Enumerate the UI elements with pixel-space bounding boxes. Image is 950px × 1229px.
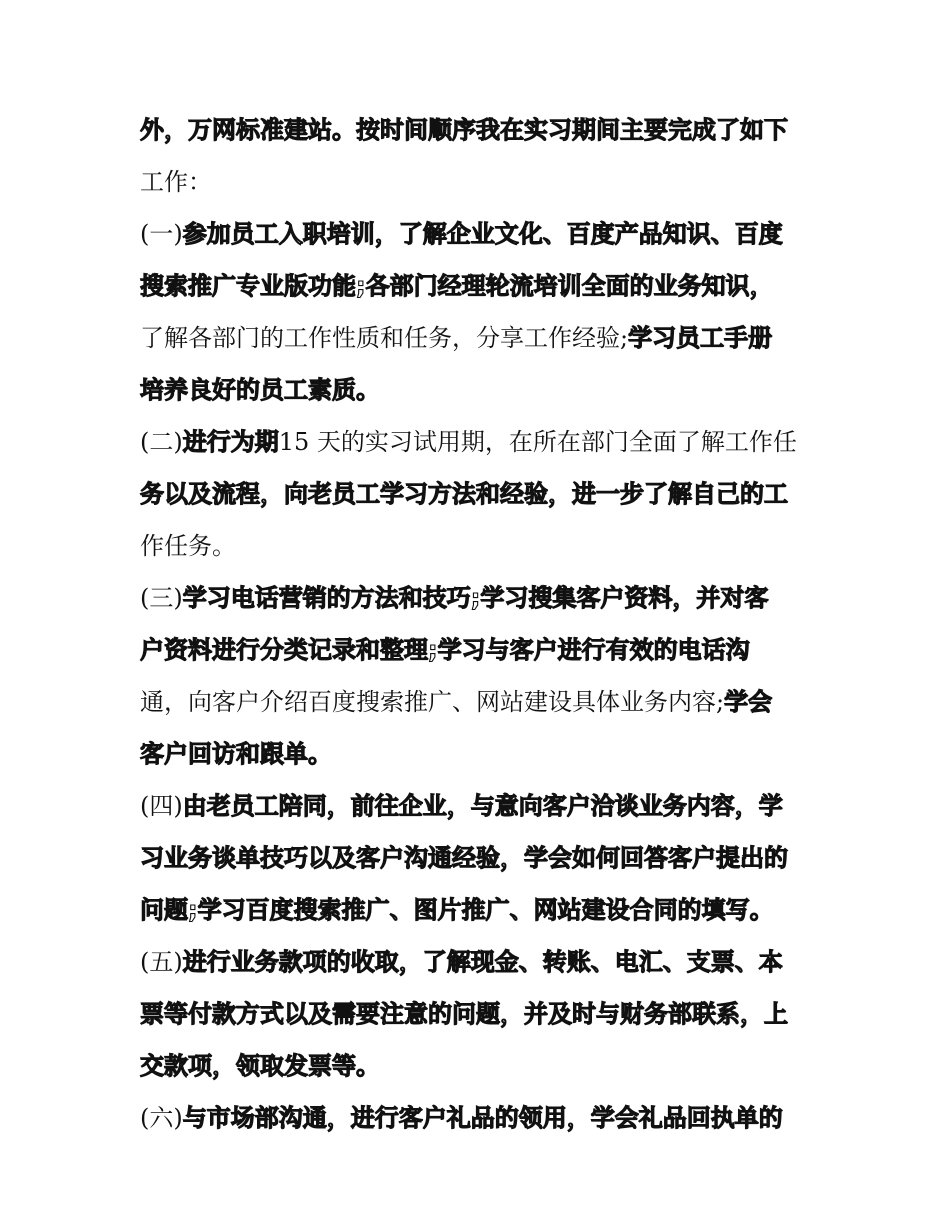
text-segment: 交款项，领取发票等。 bbox=[140, 1052, 380, 1080]
text-segment: 票等付款方式以及需要注意的问题，并及时与财务部联系，上 bbox=[140, 1000, 788, 1028]
text-line bbox=[140, 1092, 820, 1144]
text-segment: 参加员工入职培训，了解企业文化、百度产品知识、百度 bbox=[182, 220, 783, 248]
text-line bbox=[140, 936, 820, 988]
text-line bbox=[140, 624, 820, 676]
text-segment: (一) bbox=[140, 220, 183, 248]
text-segment: 15 天的实习试用期，在所在部门全面了解工作任 bbox=[278, 428, 797, 456]
text-segment: 学会 bbox=[724, 688, 773, 716]
text-segment: 进行为期 bbox=[182, 428, 279, 456]
text-line bbox=[140, 988, 820, 1040]
text-segment: 作任务。 bbox=[140, 532, 236, 560]
text-line bbox=[140, 884, 820, 936]
text-segment: (六) bbox=[140, 1104, 183, 1132]
text-segment: 习业务谈单技巧以及客户沟通经验，学会如何回答客户提出的 bbox=[140, 844, 788, 872]
document-body bbox=[140, 104, 820, 1144]
text-segment: 工作： bbox=[140, 168, 212, 196]
text-line bbox=[140, 156, 820, 208]
text-line bbox=[140, 312, 820, 364]
text-line bbox=[140, 520, 820, 572]
text-segment: (四) bbox=[140, 792, 183, 820]
text-line bbox=[140, 364, 820, 416]
text-segment: 客户回访和跟单。 bbox=[140, 740, 332, 768]
text-line bbox=[140, 676, 820, 728]
text-line bbox=[140, 728, 820, 780]
text-segment: 户资料进行分类记录和整理;学习与客户进行有效的电话沟 bbox=[140, 636, 750, 664]
text-line bbox=[140, 104, 820, 156]
text-segment: 由老员工陪同，前往企业，与意向客户洽谈业务内容，学 bbox=[182, 792, 783, 820]
text-line bbox=[140, 208, 820, 260]
text-segment: 进行业务款项的收取，了解现金、转账、电汇、支票、本 bbox=[182, 948, 783, 976]
text-line bbox=[140, 416, 820, 468]
text-line bbox=[140, 572, 820, 624]
text-segment: 搜索推广专业版功能;各部门经理轮流培训全面的业务知识， bbox=[140, 272, 774, 300]
text-line bbox=[140, 1040, 820, 1092]
text-segment: 务以及流程，向老员工学习方法和经验，进一步了解自己的工 bbox=[140, 480, 788, 508]
text-line bbox=[140, 260, 820, 312]
text-segment: 了解各部门的工作性质和任务，分享工作经验; bbox=[140, 324, 629, 352]
text-segment: (二) bbox=[140, 428, 183, 456]
text-line bbox=[140, 468, 820, 520]
text-segment: 与市场部沟通，进行客户礼品的领用，学会礼品回执单的 bbox=[182, 1104, 783, 1132]
text-segment: 问题;学习百度搜索推广、图片推广、网站建设合同的填写。 bbox=[140, 896, 774, 924]
text-segment: (五) bbox=[140, 948, 183, 976]
text-segment: 培养良好的员工素质。 bbox=[140, 376, 380, 404]
text-segment: 学习电话营销的方法和技巧;学习搜集客户资料，并对客 bbox=[182, 584, 769, 612]
text-segment: (三) bbox=[140, 584, 183, 612]
text-segment: 通，向客户介绍百度搜索推广、网站建设具体业务内容; bbox=[140, 688, 725, 716]
text-line bbox=[140, 780, 820, 832]
text-line bbox=[140, 832, 820, 884]
text-segment: 外，万网标准建站。按时间顺序我在实习期间主要完成了如下 bbox=[140, 116, 788, 144]
text-segment: 学习员工手册 bbox=[628, 324, 773, 352]
